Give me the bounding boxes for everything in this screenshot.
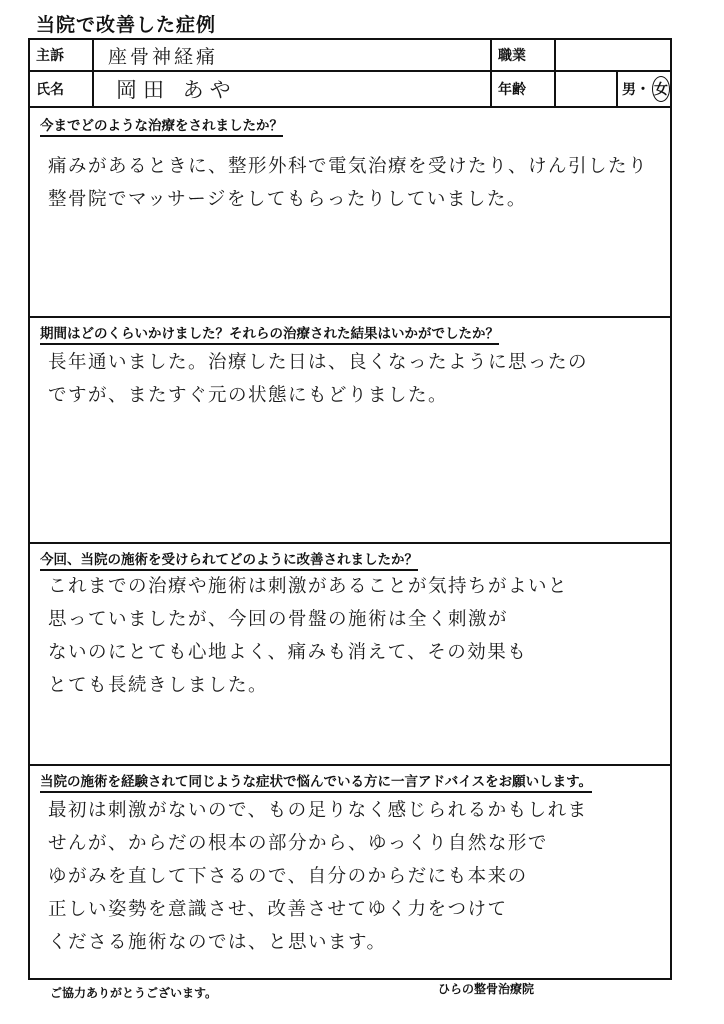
complaint-label: 主訴 (36, 48, 64, 64)
answer-line: ないのにとても心地よく、痛みも消えて、その効果も (48, 642, 528, 663)
answer-line: ゆがみを直して下さるので、自分のからだにも本来の (48, 866, 528, 887)
answer-line: 思っていましたが、今回の骨盤の施術は全く刺激が (48, 609, 509, 630)
question-previous-treatment: 今までどのような治療をされましたか？ (40, 114, 283, 137)
answer-line: 長年通いました。治療した日は、良くなったように思ったの (48, 352, 589, 373)
question-advice: 当院の施術を経験されて同じような症状で悩んでいる方に一言アドバイスをお願いします。 (40, 770, 592, 793)
section-advice (30, 764, 670, 980)
answer-line: くださる施術なのでは、と思います。 (48, 932, 387, 953)
footer-thanks: ご協力ありがとうございます。 (50, 986, 218, 1000)
answer-line: 正しい姿勢を意識させ、改善させてゆく力をつけて (48, 899, 508, 920)
age-value (554, 72, 616, 106)
gender-male: 男 (622, 82, 636, 98)
complaint-row (30, 40, 670, 72)
gender-female-circled: 女 (652, 76, 670, 102)
answer-line: これまでの治療や施術は刺激があることが気持ちがよいと (48, 576, 569, 597)
answer-previous-treatment (48, 150, 662, 216)
section-treatment-period (30, 316, 670, 542)
section-improvement (30, 542, 670, 764)
answer-line: 整骨院でマッサージをしてもらったりしていました。 (48, 189, 527, 210)
occupation-value (554, 40, 670, 70)
name-value: 岡田 あや (92, 72, 490, 106)
gender-separator: ・ (636, 82, 650, 98)
answer-line: とても長続きしました。 (48, 675, 269, 696)
answer-line: ですが、またすぐ元の状態にもどりました。 (48, 385, 449, 406)
answer-line: 最初は刺激がないので、もの足りなく感じられるかもしれま (48, 800, 588, 821)
answer-improvement (48, 570, 662, 702)
question-treatment-period: 期間はどのくらいかけました？それらの治療された結果はいかがでしたか？ (40, 322, 499, 345)
complaint-value: 座骨神経痛 (92, 40, 490, 70)
answer-line: せんが、からだの根本の部分から、ゆっくり自然な形で (48, 833, 548, 854)
occupation-label: 職業 (490, 40, 554, 70)
section-previous-treatment (30, 108, 670, 316)
answer-line: 痛みがあるときに、整形外科で電気治療を受けたり、けん引したり (48, 156, 649, 177)
question-improvement: 今回、当院の施術を受けられてどのように改善されましたか？ (40, 548, 418, 571)
page-title: 当院で改善した症例 (36, 14, 217, 36)
age-label: 年齢 (490, 72, 554, 106)
footer-clinic-name: ひらの整骨治療院 (438, 982, 535, 996)
case-form (28, 38, 672, 980)
answer-advice (48, 794, 662, 959)
gender-field (616, 72, 670, 106)
name-row (30, 72, 670, 108)
name-label: 氏名 (36, 82, 64, 98)
answer-treatment-period (48, 346, 662, 412)
